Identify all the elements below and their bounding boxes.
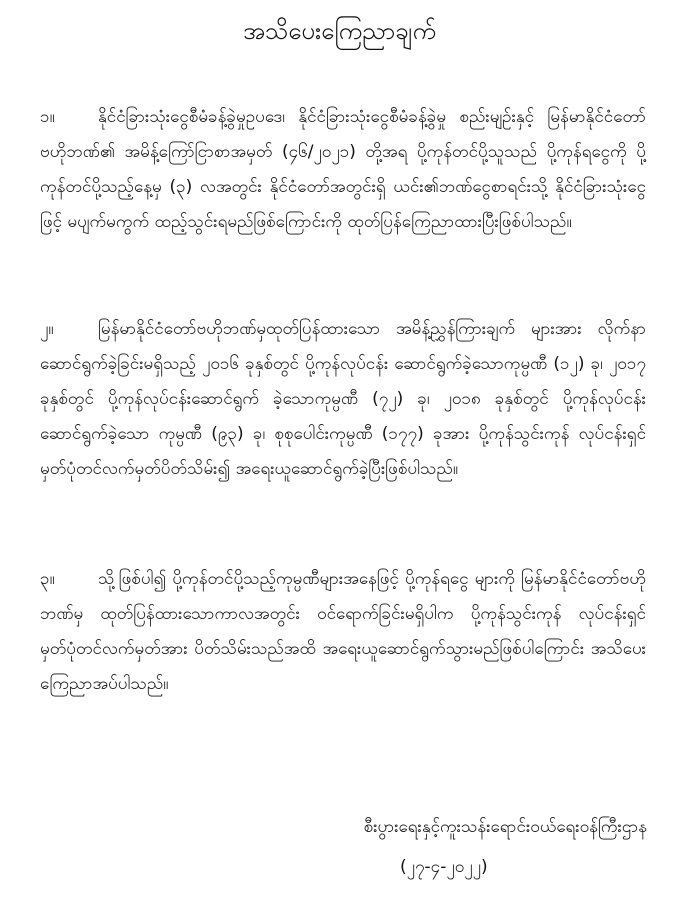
paragraph-1-text: နိုင်ငံခြားသုံးငွေစီမံခန့်ခွဲမှုဥပဒေ၊ နိုင်ငံခြားသုံးငွေစီမံခန့်ခွဲမှု စည်းမျဉ်းနှင့် မြန်မာနိုင်ငံတော်ဗဟိုဘဏ်၏ အမိန့်ကြော်ငြာစာအမှတ် (၄၆/၂၀၂၁) တို့အရ ပို့ကုန်တင်ပို့သူသည် ပို့ကုန်ရငွေကို ပို့ကုန်တင်ပို့သည့်နေ့မှ (၃) လအတွင်း နိုင်ငံတော်အတွင်းရှိ ယင်း၏ဘဏ်ငွေစာရင်းသို့ နိုင်ငံခြားသုံးငွေဖြင့် မပျက်မကွက် ထည့်သွင်းရမည်ဖြစ်ကြောင်းကို ထုတ်ပြန်ကြေညာထားပြီးဖြစ်ပါသည်။ xyxy=(40,107,646,232)
paragraph-3-number: ၃။ xyxy=(40,569,55,589)
paragraph-1-number: ၁။ xyxy=(40,107,55,127)
document-title: အသိပေးကြေညာချက် xyxy=(243,17,436,45)
paragraph-3-text: သို့ဖြစ်ပါ၍ ပို့ကုန်တင်ပို့သည့်ကုမ္ပဏီများအနေဖြင့် ပို့ကုန်ရငွေ များကို မြန်မာနိုင်ငံတော်ဗဟိုဘဏ်မှ ထုတ်ပြန်ထားသောကာလအတွင်း ဝင်ရောက်ခြင်းမရှိပါက ပို့ကုန်သွင်းကုန် လုပ်ငန်းရှင်မှတ်ပုံတင်လက်မှတ်အား ပိတ်သိမ်းသည်အထိ အရေးယူဆောင်ရွက်သွားမည်ဖြစ်ပါကြောင်း အသိပေး ကြေညာအပ်ပါသည်။ xyxy=(40,569,646,694)
issue-date: (၂၇-၄-၂၀၂၂) xyxy=(400,857,488,877)
paragraph-3 xyxy=(40,562,646,702)
issuing-ministry: စီးပွားရေးနှင့်ကူးသန်းရောင်းဝယ်ရေးဝန်ကြီးဌာန xyxy=(363,817,647,837)
paragraph-1 xyxy=(40,100,646,240)
paragraph-2 xyxy=(40,312,646,487)
paragraph-2-text: မြန်မာနိုင်ငံတော်ဗဟိုဘဏ်မှထုတ်ပြန်ထားသော အမိန့်ညွှန်ကြားချက် များအား လိုက်နာဆောင်ရွက်ခဲ့ခြင်းမရှိသည့် ၂၀၁၆ ခုနှစ်တွင် ပို့ကုန်လုပ်ငန်း ဆောင်ရွက်ခဲ့သောကုမ္ပဏီ (၁၂) ခု၊ ၂၀၁၇ ခုနှစ်တွင် ပို့ကုန်လုပ်ငန်းဆောင်ရွက် ခဲ့သောကုမ္ပဏီ (၇၂) ခု၊ ၂၀၁၈ ခုနှစ်တွင် ပို့ကုန်လုပ်ငန်းဆောင်ရွက်ခဲ့သော ကုမ္ပဏီ (၉၃) ခု၊ စုစုပေါင်းကုမ္ပဏီ (၁၇၇) ခုအား ပို့ကုန်သွင်းကုန် လုပ်ငန်းရှင် မှတ်ပုံတင်လက်မှတ်ပိတ်သိမ်း၍ အရေးယူဆောင်ရွက်ခဲ့ပြီးဖြစ်ပါသည်။ xyxy=(40,319,646,479)
paragraph-2-number: ၂။ xyxy=(40,319,54,339)
